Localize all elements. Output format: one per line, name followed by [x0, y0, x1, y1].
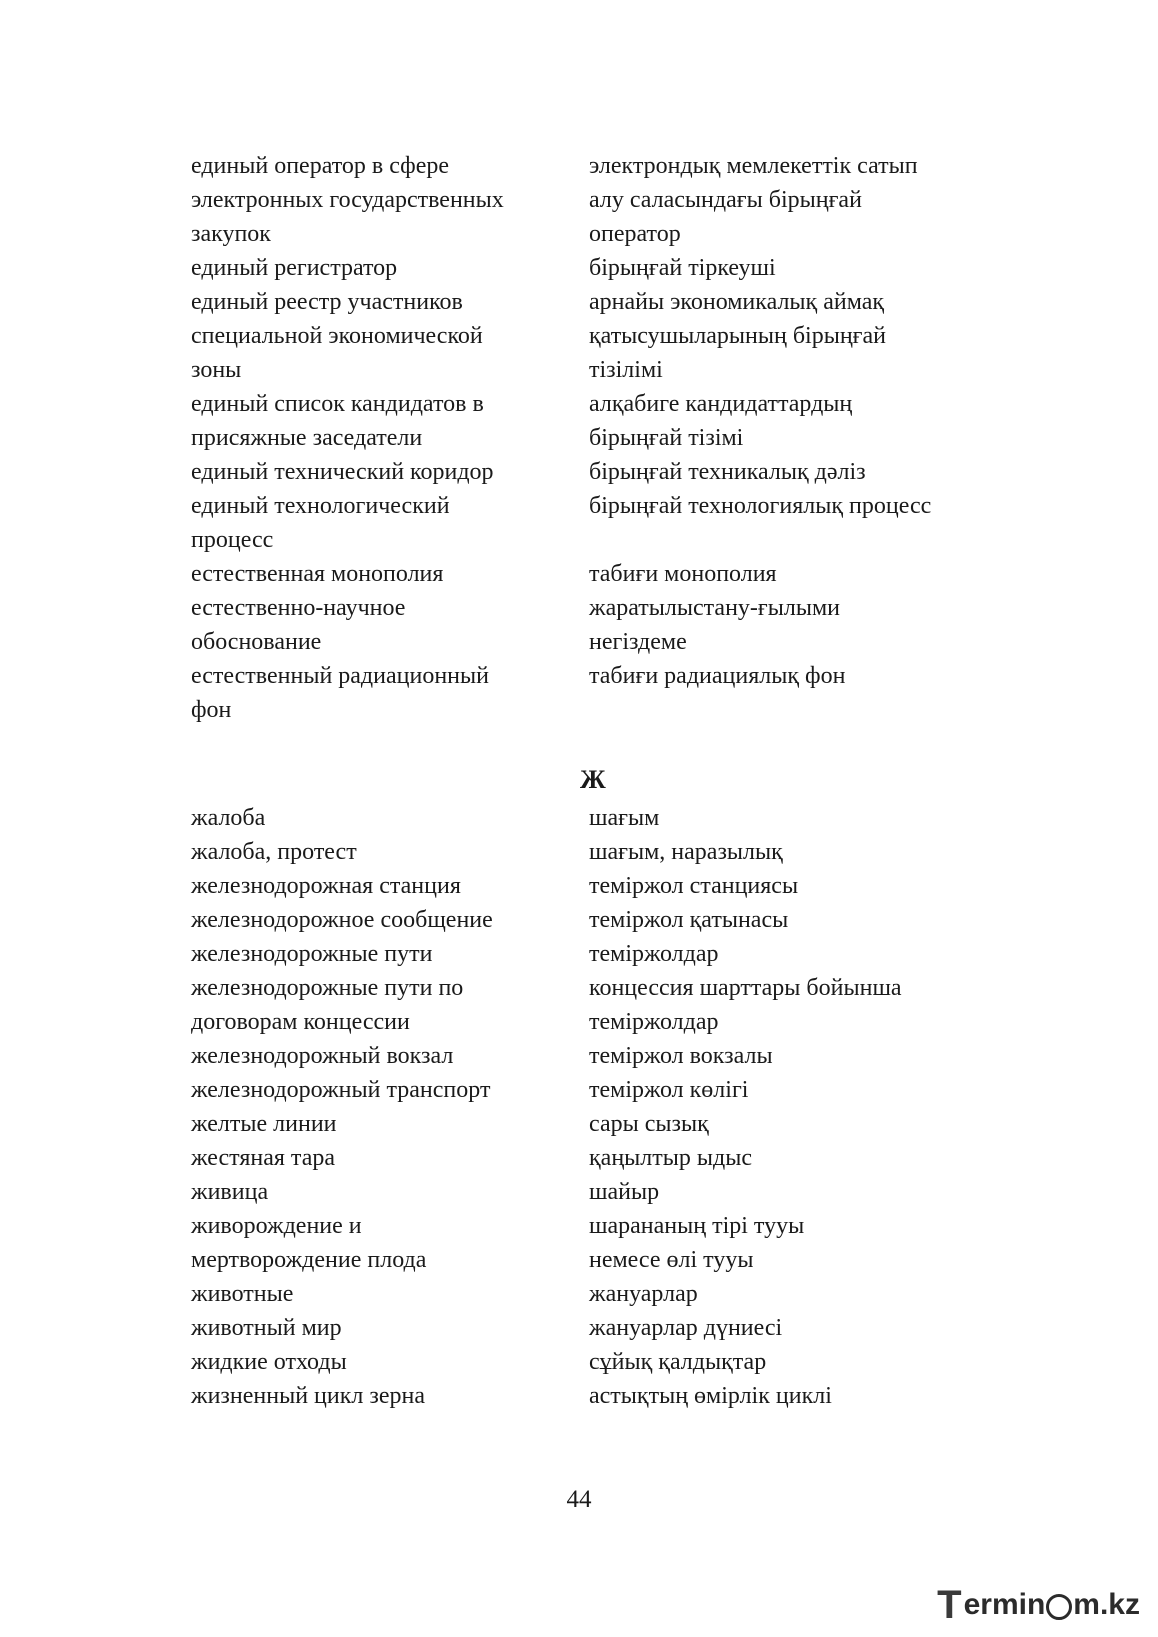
term-kazakh: шағым, наразылық — [589, 839, 783, 865]
term-kazakh: шайыр — [589, 1179, 660, 1205]
term-kazakh — [589, 693, 1009, 727]
term-kazakh: қаңылтыр ыдыс — [589, 1145, 752, 1171]
term-russian: жизненный цикл зерна — [191, 1383, 426, 1409]
page-number: 44 — [566, 1486, 592, 1513]
term-russian: железнодорожное сообщение — [191, 907, 493, 933]
termincom-logo[interactable] — [937, 1581, 1140, 1629]
term-kazakh: шарананың тірі тууы — [589, 1213, 805, 1239]
term-kazakh: концессия шарттары бойынша — [589, 975, 902, 1001]
term-russian: живорождение и — [191, 1213, 362, 1239]
term-kazakh: бірыңғай тіркеуші — [589, 255, 776, 281]
term-russian: специальной экономической — [191, 323, 483, 349]
term-russian: жалоба, протест — [191, 839, 357, 865]
term-kazakh: қатысушыларының бірыңғай — [589, 323, 886, 349]
term-russian: присяжные заседатели — [191, 425, 423, 451]
term-russian: железнодорожный вокзал — [191, 1043, 454, 1069]
term-kazakh: бірыңғай техникалық дәліз — [589, 459, 866, 485]
term-russian: фон — [191, 697, 232, 723]
term-russian: живица — [191, 1179, 269, 1205]
term-kazakh: теміржол станциясы — [589, 873, 799, 899]
term-russian: естественная монополия — [191, 561, 444, 587]
term-russian: железнодорожная станция — [191, 873, 461, 899]
section-letter-heading: Ж — [580, 765, 606, 794]
term-russian: единый реестр участников — [191, 289, 463, 315]
term-kazakh: астықтың өмірлік циклі — [589, 1383, 832, 1409]
term-kazakh: теміржолдар — [589, 1009, 719, 1035]
term-russian: железнодорожные пути — [191, 941, 433, 967]
term-russian: естественный радиационный — [191, 663, 489, 689]
term-russian: единый список кандидатов в — [191, 391, 484, 417]
term-russian: жидкие отходы — [191, 1349, 347, 1375]
term-russian: закупок — [191, 221, 271, 247]
term-kazakh: табиғи радиациялық фон — [589, 663, 846, 689]
term-kazakh: жаратылыстану-ғылыми — [589, 595, 841, 621]
term-kazakh: теміржол қатынасы — [589, 907, 789, 933]
term-russian: договорам концессии — [191, 1009, 410, 1035]
term-kazakh: теміржол вокзалы — [589, 1043, 773, 1069]
block1-kazakh-column — [589, 149, 1009, 727]
term-russian: естественно-научное — [191, 595, 406, 621]
term-russian: жалоба — [191, 805, 266, 831]
term-russian: обоснование — [191, 629, 322, 655]
logo-text-end: m.kz — [1073, 1588, 1140, 1621]
term-kazakh: жануарлар дүниесі — [589, 1315, 783, 1341]
search-icon — [1046, 1594, 1072, 1620]
term-kazakh: бірыңғай технологиялық процесс — [589, 493, 932, 519]
block1-russian-column — [191, 149, 571, 727]
term-kazakh: тізілімі — [589, 357, 663, 383]
term-kazakh: бірыңғай тізімі — [589, 425, 744, 451]
block2-kazakh-column — [589, 801, 1009, 1413]
term-kazakh: сары сызық — [589, 1111, 709, 1137]
term-kazakh: жануарлар — [589, 1281, 698, 1307]
term-russian: животный мир — [191, 1315, 342, 1341]
term-russian: зоны — [191, 357, 242, 383]
term-kazakh: негіздеме — [589, 629, 687, 655]
term-russian: процесс — [191, 527, 274, 553]
term-russian: железнодорожные пути по — [191, 975, 464, 1001]
term-russian: жестяная тара — [191, 1145, 335, 1171]
term-kazakh: алу саласындағы бірыңғай — [589, 187, 862, 213]
term-kazakh: табиғи монополия — [589, 561, 777, 587]
term-kazakh: электрондық мемлекеттік сатып — [589, 153, 918, 179]
term-russian: железнодорожный транспорт — [191, 1077, 491, 1103]
logo-t: T — [937, 1582, 962, 1627]
term-kazakh: шағым — [589, 805, 660, 831]
term-kazakh: арнайы экономикалық аймақ — [589, 289, 885, 315]
term-kazakh: оператор — [589, 221, 681, 247]
term-kazakh: теміржол көлігі — [589, 1077, 749, 1103]
term-kazakh: сұйық қалдықтар — [589, 1349, 767, 1375]
term-kazakh: алқабиге кандидаттардың — [589, 391, 853, 417]
block2-russian-column — [191, 801, 571, 1413]
term-russian: желтые линии — [191, 1111, 337, 1137]
term-kazakh — [589, 523, 1009, 557]
term-russian: единый регистратор — [191, 255, 398, 281]
term-russian: животные — [191, 1281, 294, 1307]
term-russian: единый оператор в сфере — [191, 153, 450, 179]
term-russian: мертворождение плода — [191, 1247, 427, 1273]
term-russian: электронных государственных — [191, 187, 504, 213]
term-kazakh: теміржолдар — [589, 941, 719, 967]
logo-text-middle: ermin — [963, 1588, 1046, 1621]
term-russian: единый технологический — [191, 493, 450, 519]
term-kazakh: немесе өлі тууы — [589, 1247, 754, 1273]
term-russian: единый технический коридор — [191, 459, 494, 485]
